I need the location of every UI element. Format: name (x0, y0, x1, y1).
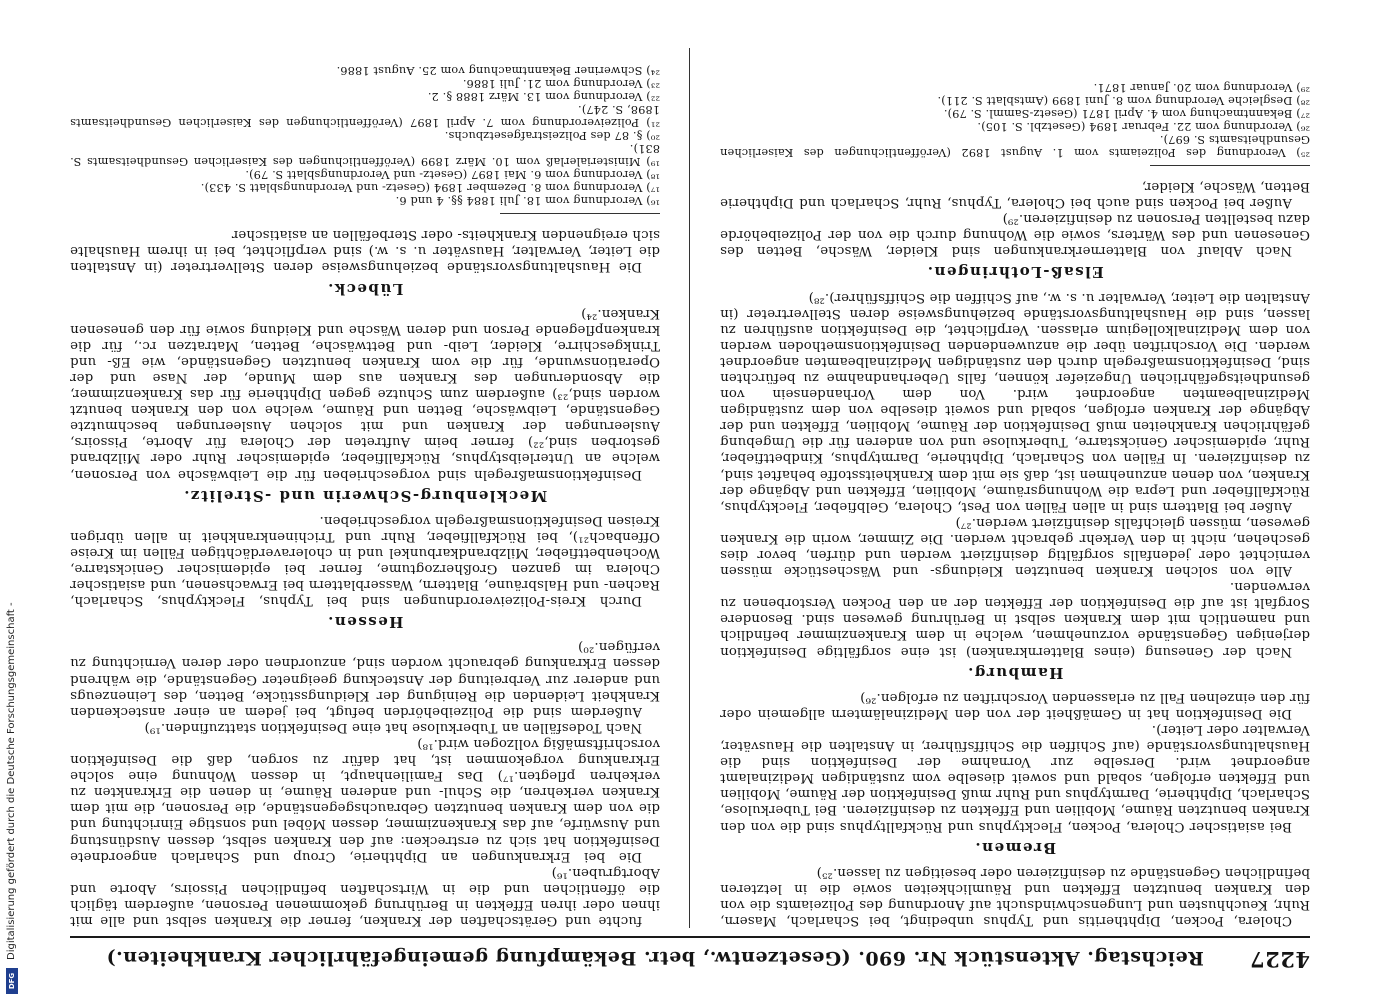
section-heading-hamburg: Hamburg. (966, 663, 1064, 682)
footnote: ²⁶) Verordnung vom 22. Februar 1894 (Gesetzbl. S. 105). (977, 119, 1310, 133)
rotated-document (70, 22, 1310, 972)
footnote: ¹⁶) Verordnung vom 18. Juli 1884 §§. 4 und 6. (395, 194, 660, 208)
dfg-logo-text: DFG (8, 972, 16, 990)
digitization-credit: Digitalisierung gefördert durch die Deutsche Forschungsgemeinschaft - (6, 602, 17, 960)
footnote: ¹⁹) Ministerialerlaß vom 10. März 1899 (Veröffentlichungen des Kaiserlichen Gesundheitsamts S. 831). (70, 142, 660, 169)
paragraph: fuchte und Gerätschaften der Kranken, ferner die Kranken selbst und alle mit ihnen oder ihren Effekten in Berührung gekommenen Personen, außerdem täglich die öffentlichen und die in Wirtschaften befindlichen Pissoirs, Aborte und Abortgruben.¹⁶) (70, 864, 660, 928)
footnote: ²⁴) Schweriner Bekanntmachung vom 25. August 1886. (336, 64, 660, 78)
footnote-divider (1150, 165, 1310, 166)
column-right (70, 28, 660, 928)
digitization-sidebar (2, 0, 24, 1000)
paragraph: Alle von solchen Kranken benutzten Kleidungs- und Wäschestücke müssen vernichtet oder jedenfalls sorgfältig desinfiziert werden und dürfen, bevor dies geschehen, nicht in den Verkehr gebracht werden. Die Zimmer, worin die Kranken gewesen, müssen gleichfalls desinfiziert werden.²⁷) (720, 514, 1310, 579)
page-title: Reichstag. Aktenstück Nr. 690. (Gesetzentw., betr. Bekämpfung gemeingefährlicher Krankheiten.) (106, 947, 1204, 969)
paragraph: Außer bei Blattern sind in allen Fällen von Pest, Cholera, Gelbfieber, Flecktyphus, Rückfallfieber und Lepra die Wohnungsräume, Mobilien, Effekten und Abgänge der Kranken, von denen anzunehmen ist, daß sie mit dem Krankheitsstoffe behaftet sind, zu desinfizieren. In Fällen von Scharlach, Diphtherie, Darmtyphus, Kindbettfieber, Ruhr, epidemischer Genickstarre, Tuberkulose und von anderen für die Umgebung gefährlichen Krankheiten muß Desinfektion der Räume, Mobilien, Effekten und der Abgänge der Kranken erfolgen, sobald und soweit dieselbe von dem zuständigen Medizinalbeamten angeordnet wird. Von dem Vorhandensein von gesundheitsgefährlichen Ungeziefer können, falls Ueberhandnahme zu befürchten sind, Desinfektionsmaßregeln durch den zuständigen Medizinalbeamten angeordnet werden. Die Vorschriften über die anzuwendenden Desinfektionsmethoden werden von dem Medizinalkollegium erlassen. Verpflichtet, die Desinfektion ausführen zu lassen, sind die Haushaltungsvorstände beziehungsweise deren Stellvertreter (in Anstalten die Leiter, Verwalter u. s. w., auf Schiffen die Schiffsführer).²⁸) (720, 289, 1310, 514)
paragraph: Nach Todesfällen an Tuberkulose hat eine Desinfektion stattzufinden.¹⁹) (144, 719, 642, 735)
section-heading-luebeck: Lübeck. (326, 279, 404, 298)
paragraph: Cholera, Pocken, Diphtheritis und Typhus unbedingt, bei Scharlach, Masern, Ruhr, Keuchhusten und Lungenschwindsucht auf Anordnung des Polizeiamts die von den Kranken benutzten Effekten und Räumlichkeiten sowie die in letzteren befindlichen Gegenstände zu desinfizieren oder beseitigen zu lassen.²⁵) (720, 864, 1310, 928)
paragraph: Durch Kreis-Polizeiverordnungen sind bei Typhus, Flecktyphus, Scharlach, Rachen- und Halsbräune, Blattern, Wasserblattern bei Erwachsenen, und asiatischer Cholera im ganzen Großherzogtume, ferner bei epidemischer Genickstarre, Wochenbettfieber, Milzbrandkarbunkel und in choleraverdächtigen Fällen im Kreise Offenbach²¹), bei Rückfallfieber, Ruhr und Trichinenkrankheit in allen übrigen Kreisen Desinfektionsmaßregeln vorgeschrieben. (70, 512, 660, 609)
paragraph: Nach der Genesung (eines Blatternkranken) ist eine sorgfältige Desinfektion derjenigen Gegenstände vorzunehmen, welche in dem Krankenzimmer befindlich und namentlich mit dem Kranken selbst in Berührung gewesen sind. Besondere Sorgfalt ist auf die Desinfektion der Effekten der an den Pocken Verstorbenen zu verwenden. (720, 579, 1310, 659)
footnote: ²²) Verordnung vom 13. März 1888 §. 2. (427, 90, 660, 104)
paragraph: Außer bei Pocken sind auch bei Cholera, Typhus, Ruhr, Scharlach und Diphtherie Betten, Wäsche, Kleider, (720, 178, 1310, 211)
section-heading-mecklenburg: Mecklenburg-Schwerin und -Strelitz. (182, 486, 548, 505)
footnote: ²⁷) Bekanntmachung vom 4. April 1871 (Gesetz-Samml. S. 79). (943, 106, 1310, 120)
footnote: ²⁸) Desgleiche Verordnung vom 8. Juni 1899 (Amtsblatt S. 211). (937, 93, 1310, 107)
footnote: ²¹) Polizeiverordnung vom 7. April 1897 (Veröffentlichungen des Kaiserlichen Gesundheitsamts 1898, S. 247). (70, 103, 660, 130)
section-heading-bremen: Bremen. (973, 838, 1057, 857)
footnote: ¹⁷) Verordnung vom 8. Dezember 1894 (Gesetz- und Verordnungsblatt S. 433). (200, 181, 660, 195)
footnote: ²⁰) §. 87 des Polizeistrafgesetzbuchs. (444, 129, 660, 143)
paragraph: Die Desinfektion hat in Gemäßheit der von den Medizinalämtern allgemein oder für den einzelnen Fall zu erlassenden Vorschriften zu erfolgen.²⁶) (720, 689, 1310, 721)
paragraph: Die Haushaltungsvorstände beziehungsweise deren Stellvertreter (in Anstalten die Leiter, Verwalter, Hausväter u. s. w.) sind verpflichtet, bei in ihrem Haushalte sich ereignenden Krankheits- oder Sterbefällen an asiatischer (70, 227, 660, 275)
column-left (720, 28, 1310, 928)
footnote: ¹⁸) Verordnung vom 6. Mai 1897 (Gesetz- und Verordnungsblatt S. 79). (245, 168, 660, 182)
footnote: ²³) Verordnung vom 21. Juli 1886. (462, 77, 660, 91)
dfg-logo (6, 968, 18, 994)
footnote: ²⁹) Verordnung vom 20. Januar 1871. (1093, 80, 1310, 94)
paragraph: Nach Ablauf von Blatternerkrankungen sind Kleider, Wäsche, Betten des Genesenen und des Wärters, sowie die Wohnung durch die von der Polizeibehörde dazu bestellten Personen zu desinfizieren.²⁹) (720, 211, 1310, 259)
section-heading-hessen: Hessen. (326, 613, 404, 632)
page-header (70, 936, 1310, 972)
footnote-divider (500, 213, 660, 214)
page-number: 4227 (1249, 947, 1310, 972)
paragraph: Die bei Erkrankungen an Diphtherie, Croup und Scharlach angeordnete Desinfektion hat sich zu erstrecken: auf den Kranken selbst, dessen Ausdünstung und Auswürfe, auf das Krankenzimmer, dessen Möbel und sonstige Einrichtung und die von dem Kranken benutzten Gebrauchsgegenstände, die Personen, die mit dem Kranken verkehren, die Schul- und anderen Räume, in denen die Erkrankten zu verkehren pflegten.¹⁷) Das Familienhaupt, in dessen Wohnung eine solche Erkrankung vorgekommen ist, hat dafür zu sorgen, daß die Desinfektion vorschriftsmäßig vollzogen wird.¹⁸) (70, 735, 660, 864)
footnote: ²⁵) Verordnung des Polizeiamts vom 1. August 1892 (Veröffentlichungen des Kaiserlichen Gesundheitsamts S. 697). (720, 132, 1310, 159)
paragraph: Bei asiatischer Cholera, Pocken, Flecktyphus und Rückfalltyphus sind die von den Kranken benutzten Räume, Mobilien und Effekten zu desinfizieren. Bei Tuberkulose, Scharlach, Diphtherie, Darmtyphus und Ruhr muß Desinfektion der Räume, Mobilien und Effekten erfolgen, sobald und soweit dieselbe vom zuständigen Medizinalamt angeordnet wird. Derselbe zur Vornahme der Desinfektion sind die Haushaltungsvorstände (auf Schiffen die Schiffsführer, in Anstalten die Hausväter, Verwalter oder Leiter). (720, 721, 1310, 834)
section-heading-elsass: Elsaß-Lothringen. (926, 263, 1104, 282)
paragraph: Außerdem sind die Polizeibehörden befugt, bei jedem an einer ansteckenden Krankheit Leidenden die Reinigung der Kleidungsstücke, Betten, des Leinenzeugs und anderer zur Verbreitung der Ansteckung geeigneter Gegenstände, die während dessen Erkrankung gebraucht worden sind, anzuordnen oder deren Vernichtung zu verfügen.²⁰) (70, 639, 660, 719)
column-divider (689, 48, 690, 928)
paragraph: Desinfektionsmaßregeln sind vorgeschrieben für die Leibwäsche von Personen, welche an Unterleibstyphus, Rückfallfieber, epidemischer Ruhr oder Milzbrand gestorben sind,²²) ferner beim Auftreten der Cholera für Aborte, Pissoirs, Ausleerungen der Kranken und mit solchen Ausleerungen beschmutzte Gegenstände, Leibwäsche, Betten und Räume, welche von den Kranken benutzt worden sind,²³) außerdem zum Schutze gegen Diphtherie für das Krankenzimmer, die Absonderungen des Kranken aus dem Munde, der Nase und der Operationswunde, für die vom Kranken benutzten Gegenstände, wie Eß- und Trinkgeschirre, Kleider, Leib- und Bettwäsche, Betten, Matratzen rc., für die krankenpflegende Person und deren Wäsche und Kleidung sowie für den genesenen Kranken.²⁴) (70, 305, 660, 482)
